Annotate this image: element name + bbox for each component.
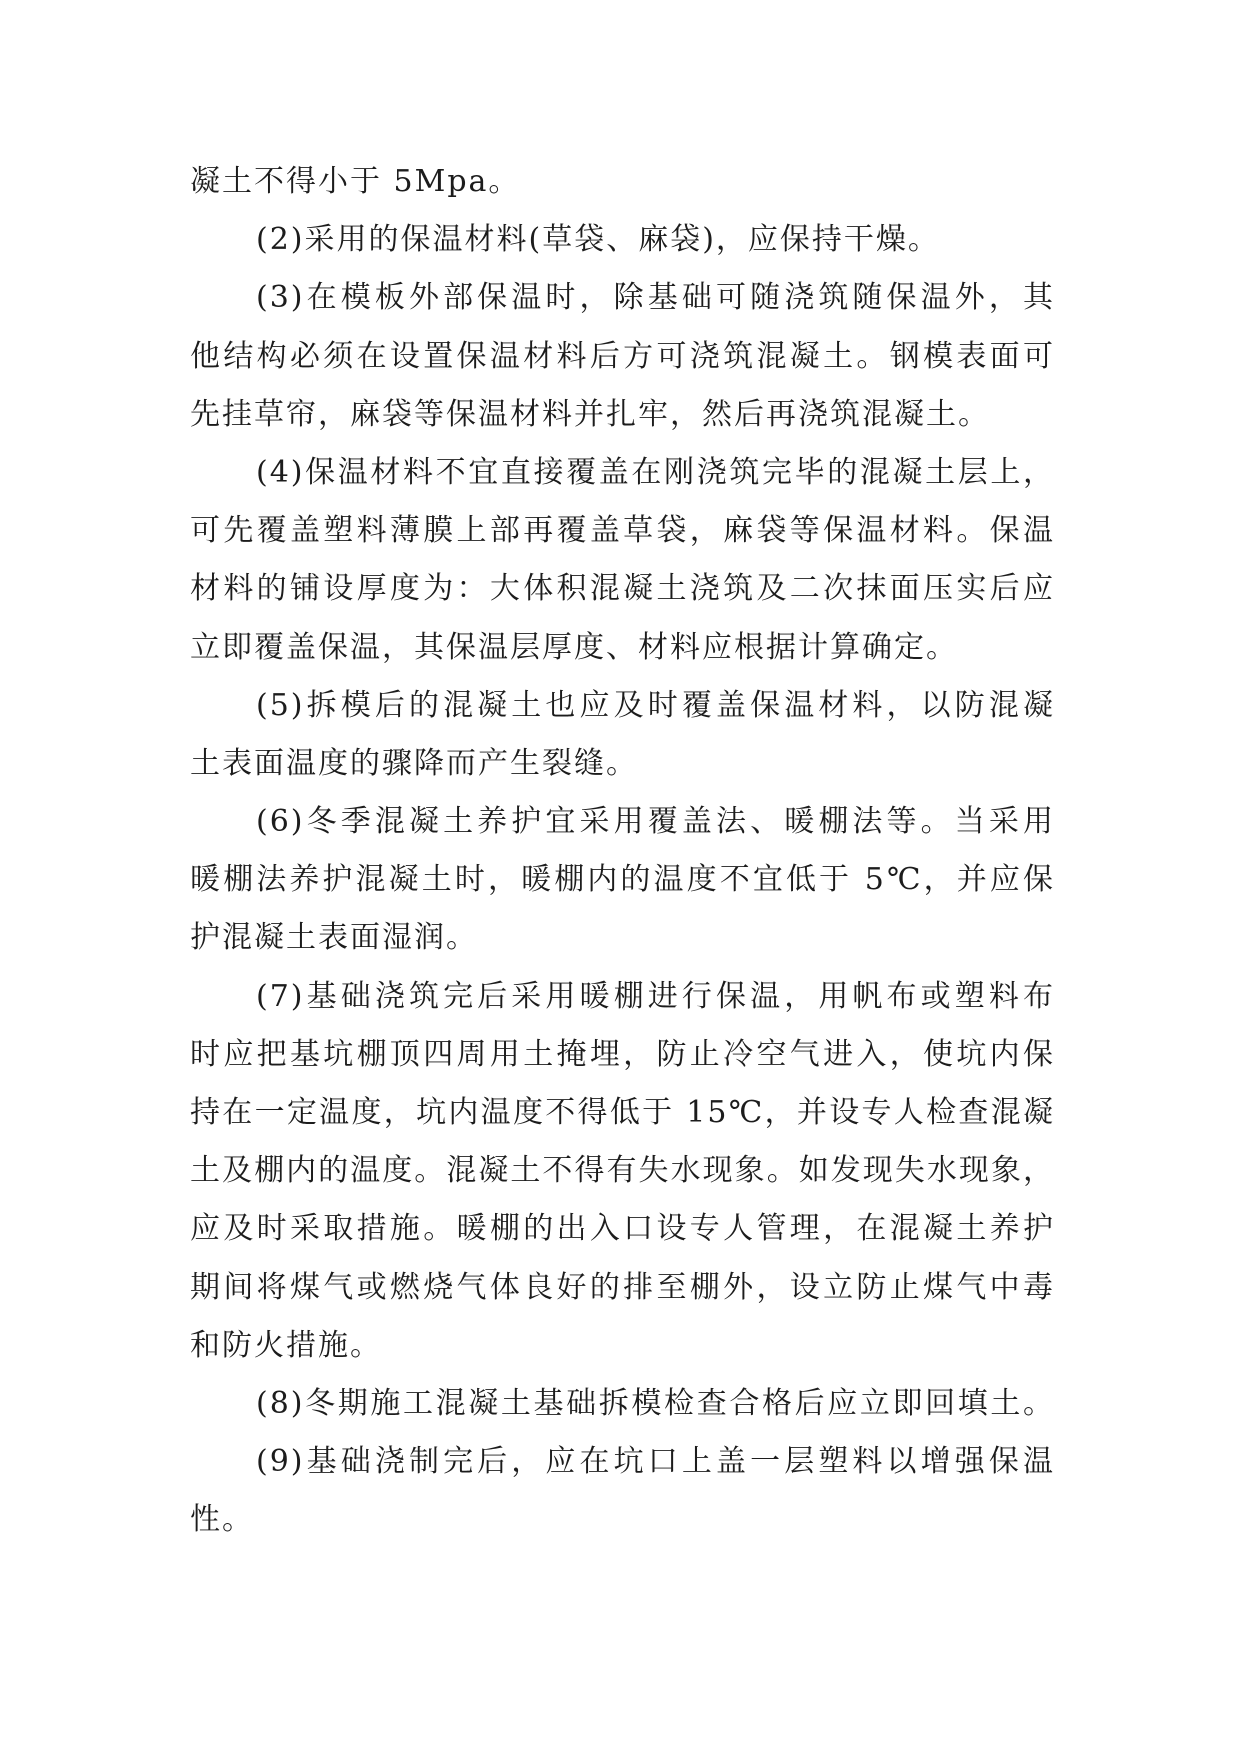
text-line: 可先覆盖塑料薄膜上部再覆盖草袋，麻袋等保温材料。保温 (190, 513, 1055, 549)
text-line: (8)冬期施工混凝土基础拆模检查合格后应立即回填土。 (256, 1385, 1055, 1421)
text-line: 期间将煤气或燃烧气体良好的排至棚外，设立防止煤气中毒 (190, 1269, 1055, 1305)
text-line: 时应把基坑棚顶四周用土掩埋，防止冷空气进入，使坑内保 (190, 1036, 1055, 1072)
text-line: (5)拆模后的混凝土也应及时覆盖保温材料，以防混凝 (256, 687, 1055, 723)
text-line: 持在一定温度，坑内温度不得低于 15℃，并设专人检查混凝 (190, 1095, 1055, 1130)
text-line: 暖棚法养护混凝土时，暖棚内的温度不宜低于 5℃，并应保 (190, 862, 1055, 898)
text-line: 性。 (190, 1502, 254, 1538)
paragraph (190, 269, 1055, 444)
text-line: 材料的铺设厚度为：大体积混凝土浇筑及二次抹面压实后应 (190, 571, 1055, 607)
text-line: (9)基础浇制完后，应在坑口上盖一层塑料以增强保温 (256, 1444, 1055, 1480)
text-line: (6)冬季混凝土养护宜采用覆盖法、暖棚法等。当采用 (256, 804, 1055, 840)
text-line: (4)保温材料不宜直接覆盖在刚浇筑完毕的混凝土层上， (256, 454, 1055, 490)
paragraph (190, 1375, 1055, 1433)
text-line: 护混凝土表面湿润。 (190, 920, 478, 956)
text-line: 土表面温度的骤降而产生裂缝。 (190, 745, 638, 781)
paragraph (190, 211, 1055, 269)
paragraph (190, 444, 1055, 677)
paragraph (190, 968, 1055, 1375)
text-line: 先挂草帘，麻袋等保温材料并扎牢，然后再浇筑混凝土。 (190, 396, 990, 432)
text-line: 应及时采取措施。暖棚的出入口设专人管理，在混凝土养护 (190, 1211, 1055, 1247)
paragraph (190, 1433, 1055, 1549)
text-line: 凝土不得小于 5Mpa。 (190, 164, 521, 199)
paragraph (190, 793, 1055, 968)
text-line: (3)在模板外部保温时，除基础可随浇筑随保温外，其 (256, 280, 1055, 316)
text-line: (2)采用的保温材料(草袋、麻袋)，应保持干燥。 (256, 222, 940, 258)
text-line: 他结构必须在设置保温材料后方可浇筑混凝土。钢模表面可 (190, 338, 1055, 374)
text-line: (7)基础浇筑完后采用暖棚进行保温，用帆布或塑料布 (256, 978, 1055, 1014)
text-line: 土及棚内的温度。混凝土不得有失水现象。如发现失水现象， (190, 1153, 1055, 1189)
paragraph (190, 677, 1055, 793)
document-body (190, 153, 1055, 1550)
text-line: 和防火措施。 (190, 1327, 382, 1363)
paragraph (190, 153, 1055, 211)
text-line: 立即覆盖保温，其保温层厚度、材料应根据计算确定。 (190, 629, 958, 665)
